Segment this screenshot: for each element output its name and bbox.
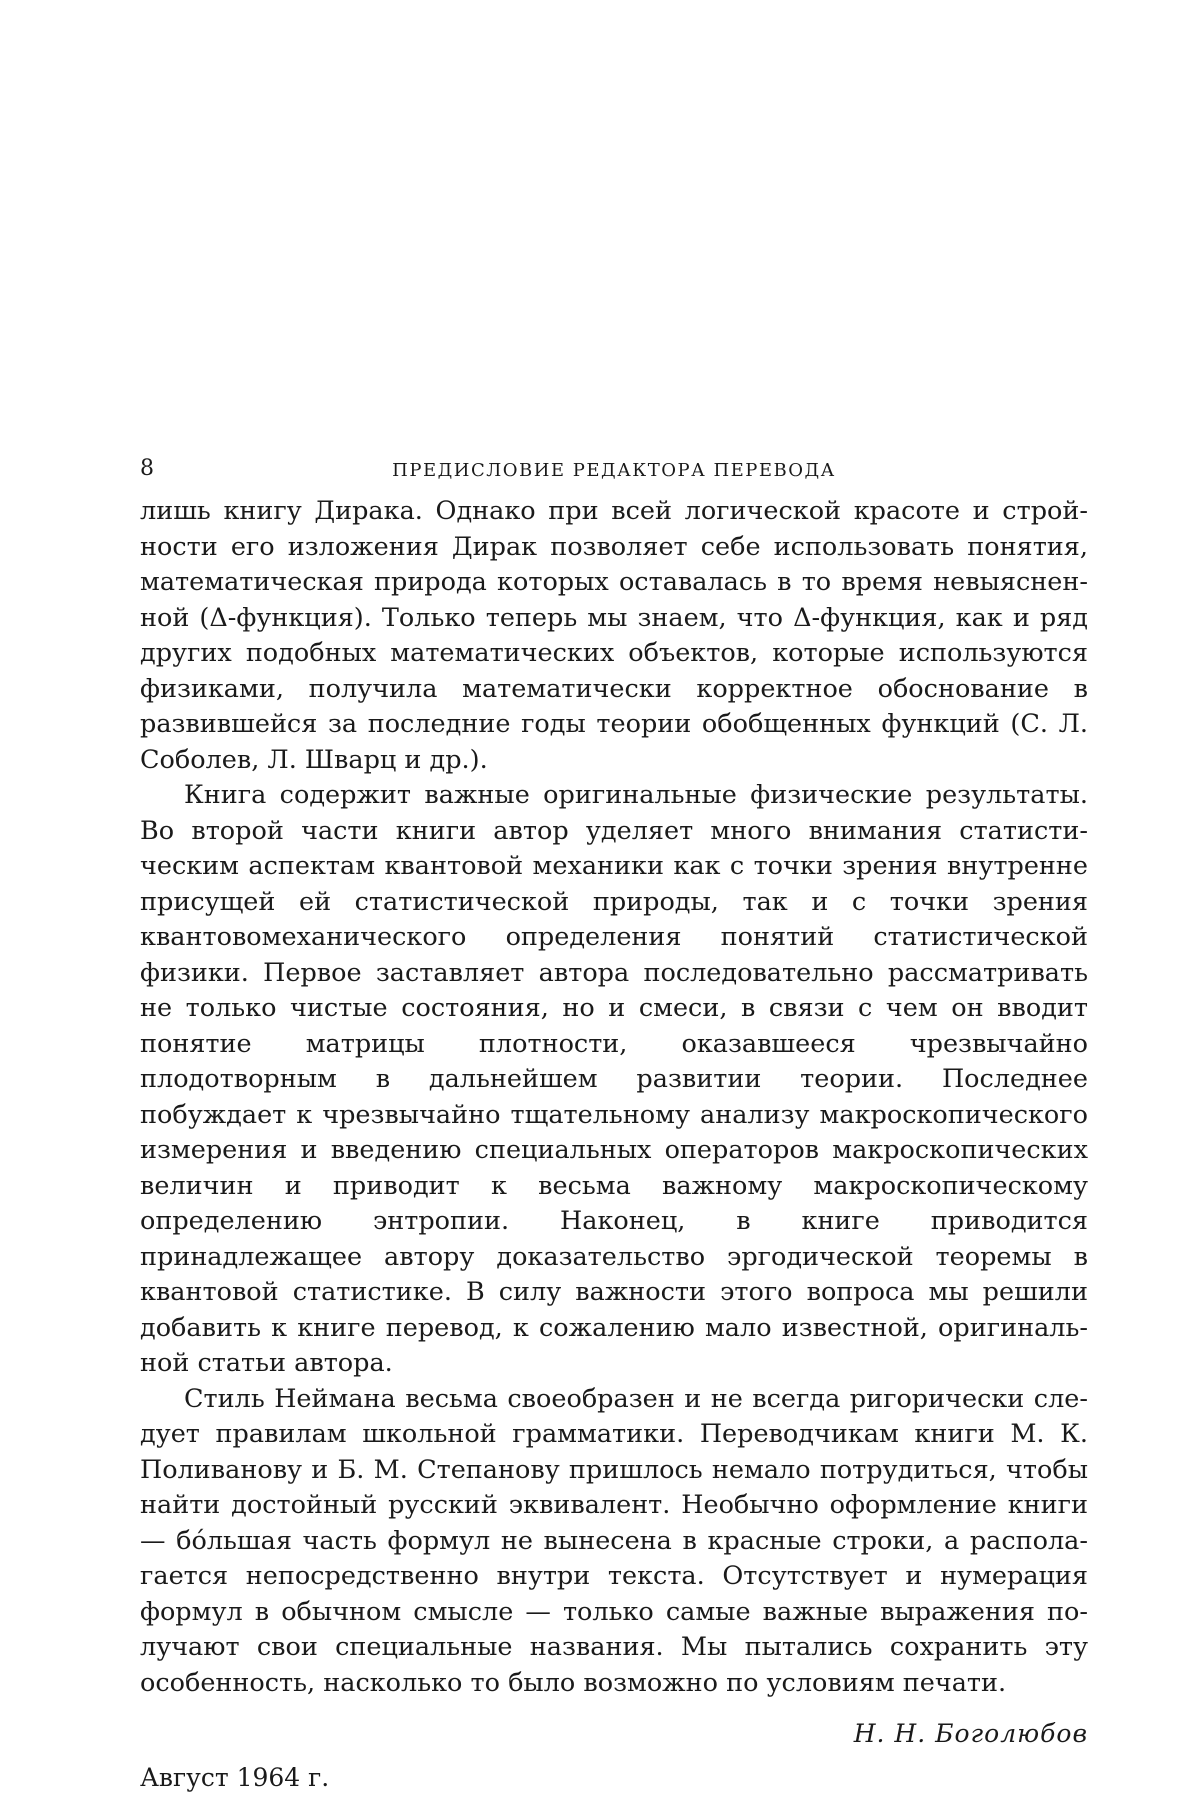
paragraph-continuation: лишь книгу Дирака. Однако при всей логической красоте и стройности его изложения Дирак позволяет себе использовать понятия, математическая природа которых оставалась в то время невыясненной (Δ-функция). Только теперь мы знаем, что Δ-функция, как и ряд других подобных математических объектов, которые используются физиками, получила математически корректное обоснование в развившейся за последние годы теории обобщенных функций (С. Л. Соболев, Л. Шварц и др.). bbox=[140, 496, 1088, 775]
running-title: ПРЕДИСЛОВИЕ РЕДАКТОРА ПЕРЕВОДА bbox=[392, 460, 836, 481]
signature-block bbox=[140, 1719, 1088, 1799]
running-head bbox=[140, 456, 1088, 486]
author-signature: Н. Н. Боголюбов bbox=[853, 1719, 1088, 1748]
paragraph: Стиль Неймана весьма своеобразен и не всегда ригорически следует правилам школьной грамматики. Переводчикам книги М. К. Поливанову и Б. М. Степанову пришлось немало потрудиться, чтобы найти достойный русский эквивалент. Необычно оформление книги — бóльшая часть формул не вынесена в красные строки, а располагается непосредственно внутри текста. Отсутствует и нумерация формул в обычном смысле — только самые важные выражения получают свои специальные названия. Мы пытались сохранить эту особенность, насколько то было возможно по условиям печати. bbox=[140, 1383, 1088, 1698]
page-number: 8 bbox=[140, 456, 156, 481]
date-line: Август 1964 г. bbox=[140, 1763, 330, 1792]
document-page bbox=[140, 456, 1088, 1799]
body-text bbox=[140, 494, 1088, 1701]
paragraph: Книга содержит важные оригинальные физические результаты. Во второй части книги автор уделяет много внимания статистическим аспектам квантовой механики как с точки зрения внутренне присущей ей статистической природы, так и с точки зрения квантовомеханического определения понятий статистической физики. Первое заставляет автора последовательно рассматривать не только чистые состояния, но и смеси, в связи с чем он вводит понятие матрицы плотности, оказавшееся чрезвычайно плодотворным в дальнейшем развитии теории. Последнее побуждает к чрезвычайно тщательному анализу макроскопического измерения и введению специальных операторов макроскопических величин и приводит к весьма важному макроскопическому определению энтропии. Наконец, в книге приводится принадлежащее автору доказательство эргодической теоремы в квантовой статистике. В силу важности этого вопроса мы решили добавить к книге перевод, к сожалению мало известной, оригинальной статьи автора. bbox=[140, 780, 1088, 1378]
